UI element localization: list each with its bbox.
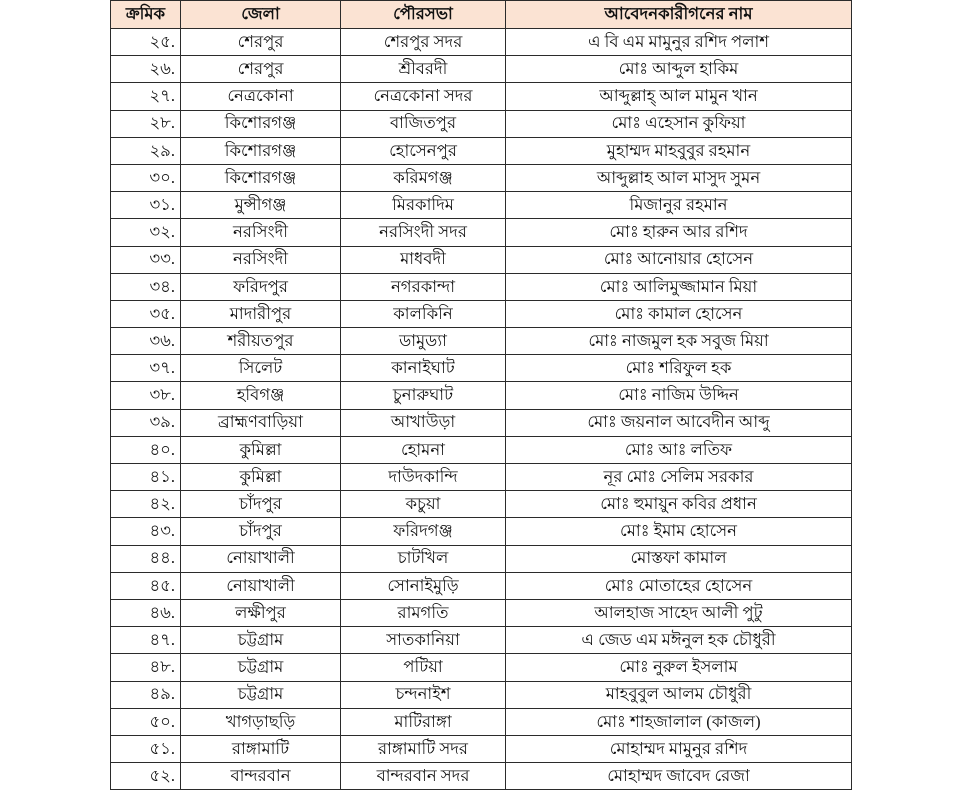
table-row xyxy=(111,654,852,681)
applicant-cell: মোঃ হারুন আর রশিদ xyxy=(506,219,852,246)
district-cell: শরীয়তপুর xyxy=(181,328,341,355)
district-cell: নোয়াখালী xyxy=(181,545,341,572)
serial-cell: ৪০. xyxy=(111,436,181,463)
municipality-cell: ডামুড্যা xyxy=(341,328,506,355)
serial-cell: ২৫. xyxy=(111,29,181,56)
applicant-table xyxy=(110,0,852,790)
municipality-cell: মাধবদী xyxy=(341,246,506,273)
serial-cell: ৪৮. xyxy=(111,654,181,681)
district-cell: নরসিংদী xyxy=(181,219,341,246)
municipality-cell: কচুয়া xyxy=(341,491,506,518)
municipality-cell: চাটখিল xyxy=(341,545,506,572)
municipality-cell: রাঙ্গামাটি সদর xyxy=(341,735,506,762)
serial-cell: ৩৮. xyxy=(111,382,181,409)
district-cell: কিশোরগঞ্জ xyxy=(181,110,341,137)
serial-cell: ২৭. xyxy=(111,83,181,110)
municipality-cell: সোনাইমুড়ি xyxy=(341,572,506,599)
serial-cell: ২৬. xyxy=(111,56,181,83)
table-row xyxy=(111,599,852,626)
municipality-cell: করিমগঞ্জ xyxy=(341,164,506,191)
district-cell: হবিগঞ্জ xyxy=(181,382,341,409)
district-cell: শেরপুর xyxy=(181,29,341,56)
table-row xyxy=(111,763,852,790)
municipality-cell: নগরকান্দা xyxy=(341,273,506,300)
district-cell: চাঁদপুর xyxy=(181,518,341,545)
serial-cell: ৪৭. xyxy=(111,627,181,654)
municipality-cell: কালকিনি xyxy=(341,300,506,327)
serial-cell: ৪৬. xyxy=(111,599,181,626)
table-row xyxy=(111,382,852,409)
serial-cell: ৩৪. xyxy=(111,273,181,300)
table-row xyxy=(111,708,852,735)
table-row xyxy=(111,409,852,436)
applicant-cell: মোঃ নুরুল ইসলাম xyxy=(506,654,852,681)
municipality-cell: আখাউড়া xyxy=(341,409,506,436)
serial-cell: ৩১. xyxy=(111,192,181,219)
municipality-cell: ফরিদগঞ্জ xyxy=(341,518,506,545)
table-row xyxy=(111,246,852,273)
municipality-cell: নেত্রকোনা সদর xyxy=(341,83,506,110)
table-row xyxy=(111,192,852,219)
district-cell: সিলেট xyxy=(181,355,341,382)
serial-cell: ৫২. xyxy=(111,763,181,790)
serial-cell: ৪৯. xyxy=(111,681,181,708)
table-row xyxy=(111,735,852,762)
applicant-cell: মোঃ আব্দুল হাকিম xyxy=(506,56,852,83)
serial-cell: ৩২. xyxy=(111,219,181,246)
municipality-cell: রামগতি xyxy=(341,599,506,626)
table-row xyxy=(111,219,852,246)
serial-cell: ৩৩. xyxy=(111,246,181,273)
table-row xyxy=(111,164,852,191)
header-district: জেলা xyxy=(181,1,341,29)
district-cell: চাঁদপুর xyxy=(181,491,341,518)
district-cell: চট্টগ্রাম xyxy=(181,681,341,708)
district-cell: কিশোরগঞ্জ xyxy=(181,137,341,164)
applicant-cell: মোহাম্মদ মামুনুর রশিদ xyxy=(506,735,852,762)
district-cell: কুমিল্লা xyxy=(181,464,341,491)
serial-cell: ৫১. xyxy=(111,735,181,762)
municipality-cell: চন্দনাইশ xyxy=(341,681,506,708)
district-cell: নরসিংদী xyxy=(181,246,341,273)
serial-cell: ৫০. xyxy=(111,708,181,735)
serial-cell: ৪১. xyxy=(111,464,181,491)
serial-cell: ৩৫. xyxy=(111,300,181,327)
applicant-cell: মোঃ জয়নাল আবেদীন আব্দু xyxy=(506,409,852,436)
applicant-cell: মুহাম্মদ মাহবুবুর রহমান xyxy=(506,137,852,164)
applicant-cell: মোঃ শরিফুল হক xyxy=(506,355,852,382)
applicant-cell: মোঃ আঃ লতিফ xyxy=(506,436,852,463)
municipality-cell: মিরকাদিম xyxy=(341,192,506,219)
serial-cell: ৩৯. xyxy=(111,409,181,436)
municipality-cell: চুনারুঘাট xyxy=(341,382,506,409)
table-row xyxy=(111,355,852,382)
table-row xyxy=(111,110,852,137)
serial-cell: ২৯. xyxy=(111,137,181,164)
applicant-cell: নূর মোঃ সেলিম সরকার xyxy=(506,464,852,491)
serial-cell: ২৮. xyxy=(111,110,181,137)
applicant-cell: মোহাম্মদ জাবেদ রেজা xyxy=(506,763,852,790)
table-row xyxy=(111,681,852,708)
municipality-cell: বাজিতপুর xyxy=(341,110,506,137)
applicant-cell: মিজানুর রহমান xyxy=(506,192,852,219)
municipality-cell: কানাইঘাট xyxy=(341,355,506,382)
applicant-cell: মোঃ শাহজালাল (কাজল) xyxy=(506,708,852,735)
table-row xyxy=(111,273,852,300)
serial-cell: ৩৬. xyxy=(111,328,181,355)
table-row xyxy=(111,436,852,463)
table-row xyxy=(111,627,852,654)
table-row xyxy=(111,56,852,83)
header-municipality: পৌরসভা xyxy=(341,1,506,29)
municipality-cell: পটিয়া xyxy=(341,654,506,681)
district-cell: বান্দরবান xyxy=(181,763,341,790)
district-cell: কিশোরগঞ্জ xyxy=(181,164,341,191)
district-cell: মুন্সীগঞ্জ xyxy=(181,192,341,219)
applicant-cell: আব্দুল্লাহ আল মাসুদ সুমন xyxy=(506,164,852,191)
applicant-cell: মাহবুবুল আলম চৌধুরী xyxy=(506,681,852,708)
table-row xyxy=(111,328,852,355)
applicant-cell: মোঃ ইমাম হোসেন xyxy=(506,518,852,545)
serial-cell: ৪২. xyxy=(111,491,181,518)
serial-cell: ৩০. xyxy=(111,164,181,191)
header-row xyxy=(111,1,852,29)
district-cell: ফরিদপুর xyxy=(181,273,341,300)
header-serial: ক্রমিক xyxy=(111,1,181,29)
table-header xyxy=(111,1,852,29)
municipality-cell: মাটিরাঙ্গা xyxy=(341,708,506,735)
municipality-cell: বান্দরবান সদর xyxy=(341,763,506,790)
applicant-cell: মোঃ নাজমুল হক সবুজ মিয়া xyxy=(506,328,852,355)
district-cell: চট্টগ্রাম xyxy=(181,654,341,681)
applicant-cell: মোঃ কামাল হোসেন xyxy=(506,300,852,327)
header-applicant: আবেদনকারীগনের নাম xyxy=(506,1,852,29)
district-cell: লক্ষীপুর xyxy=(181,599,341,626)
municipality-cell: হোসেনপুর xyxy=(341,137,506,164)
district-cell: ব্রাহ্মণবাড়িয়া xyxy=(181,409,341,436)
table-row xyxy=(111,464,852,491)
district-cell: রাঙ্গামাটি xyxy=(181,735,341,762)
applicant-cell: আব্দুল্লাহ্ আল মামুন খান xyxy=(506,83,852,110)
district-cell: শেরপুর xyxy=(181,56,341,83)
district-cell: নোয়াখালী xyxy=(181,572,341,599)
serial-cell: ৪৩. xyxy=(111,518,181,545)
applicant-cell: মোঃ মোতাহের হোসেন xyxy=(506,572,852,599)
district-cell: কুমিল্লা xyxy=(181,436,341,463)
applicant-cell: মোঃ নাজিম উদ্দিন xyxy=(506,382,852,409)
municipality-cell: হোমনা xyxy=(341,436,506,463)
district-cell: খাগড়াছড়ি xyxy=(181,708,341,735)
municipality-cell: দাউদকান্দি xyxy=(341,464,506,491)
district-cell: মাদারীপুর xyxy=(181,300,341,327)
applicant-cell: এ জেড এম মঈনুল হক চৌধুরী xyxy=(506,627,852,654)
serial-cell: ৩৭. xyxy=(111,355,181,382)
serial-cell: ৪৪. xyxy=(111,545,181,572)
municipality-cell: নরসিংদী সদর xyxy=(341,219,506,246)
applicant-cell: মোঃ এহেসান কুফিয়া xyxy=(506,110,852,137)
applicant-cell: মোঃ আনোয়ার হোসেন xyxy=(506,246,852,273)
applicant-cell: মোস্তফা কামাল xyxy=(506,545,852,572)
municipality-cell: সাতকানিয়া xyxy=(341,627,506,654)
district-cell: নেত্রকোনা xyxy=(181,83,341,110)
table-row xyxy=(111,137,852,164)
applicant-cell: মোঃ হুমায়ুন কবির প্রধান xyxy=(506,491,852,518)
table-row xyxy=(111,572,852,599)
district-cell: চট্টগ্রাম xyxy=(181,627,341,654)
applicant-cell: মোঃ আলিমুজ্জামান মিয়া xyxy=(506,273,852,300)
table-row xyxy=(111,300,852,327)
table-body xyxy=(111,29,852,790)
applicant-cell: এ বি এম মামুনুর রশিদ পলাশ xyxy=(506,29,852,56)
municipality-cell: শেরপুর সদর xyxy=(341,29,506,56)
table-row xyxy=(111,518,852,545)
table-row xyxy=(111,83,852,110)
applicant-cell: আলহাজ সাহেদ আলী পুটু xyxy=(506,599,852,626)
table-row xyxy=(111,491,852,518)
table-row xyxy=(111,29,852,56)
serial-cell: ৪৫. xyxy=(111,572,181,599)
municipality-cell: শ্রীবরদী xyxy=(341,56,506,83)
table-row xyxy=(111,545,852,572)
